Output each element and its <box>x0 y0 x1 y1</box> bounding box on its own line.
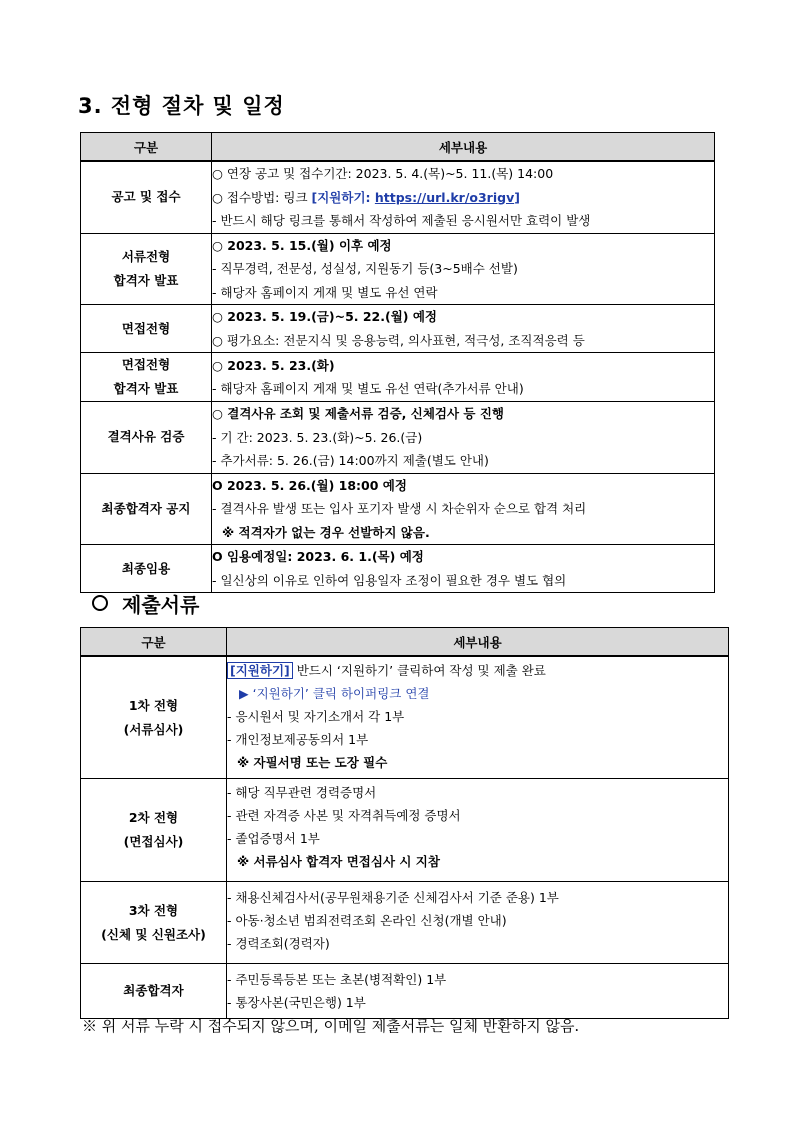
table-row <box>81 964 729 1019</box>
table-row <box>81 161 715 233</box>
detail-line <box>212 186 714 210</box>
row-label-line: 2차 전형 <box>128 810 179 825</box>
row-label-line: 3차 전형 <box>128 902 179 918</box>
row-label-line: 합격자 발표 <box>113 272 179 288</box>
detail-line: - 해당자 홈페이지 게재 및 별도 유선 연락 <box>212 284 438 300</box>
schedule-table <box>80 132 715 593</box>
table-row <box>81 656 729 779</box>
row-details <box>212 353 715 402</box>
detail-line <box>227 659 728 682</box>
detail-line: - 해당 직무관련 경력증명서 <box>227 785 377 800</box>
row-details <box>227 656 729 779</box>
header-details: 세부내용 <box>212 133 715 162</box>
detail-line: - 졸업증명서 1부 <box>227 831 320 846</box>
docs-section-title-text: 제출서류 <box>122 593 200 617</box>
row-label <box>81 353 212 402</box>
detail-line: ○ 평가요소: 전문지식 및 응용능력, 의사표현, 적극성, 조직적응력 등 <box>212 332 585 348</box>
apply-link[interactable]: https://url.kr/o3rigv <box>374 189 515 205</box>
row-label: 최종합격자 <box>81 964 227 1019</box>
detail-line: - 응시원서 및 자기소개서 각 1부 <box>227 709 405 724</box>
detail-line: - 경력조회(경력자) <box>227 936 330 951</box>
triangle-right-icon: ▶ <box>239 686 249 701</box>
row-details <box>212 473 715 545</box>
row-details <box>212 161 715 233</box>
row-label-line: 면접전형 <box>121 357 171 372</box>
detail-line <box>227 682 728 705</box>
row-details <box>212 545 715 593</box>
row-label-line: (서류심사) <box>123 721 184 737</box>
row-details <box>212 305 715 353</box>
table-row <box>81 473 715 545</box>
table-row <box>81 402 715 474</box>
detail-line: - 일신상의 이유로 인하여 임용일자 조정이 필요한 경우 별도 협의 <box>212 572 567 588</box>
row-label-line: 서류전형 <box>121 248 171 264</box>
row-label: 결격사유 검증 <box>81 402 212 474</box>
detail-line: - 결격사유 발생 또는 입사 포기자 발생 시 차순위자 순으로 합격 처리 <box>212 501 587 516</box>
detail-line: O 2023. 5. 26.(월) 18:00 예정 <box>212 477 407 493</box>
row-label-line: (면접심사) <box>123 834 184 849</box>
row-details <box>212 402 715 474</box>
row-label-line: 1차 전형 <box>128 697 179 713</box>
detail-line: ※ 서류심사 합격자 면접심사 시 지참 <box>237 854 440 869</box>
detail-line: ※ 적격자가 없는 경우 선발하지 않음. <box>222 524 430 540</box>
footer-note: ※ 위 서류 누락 시 접수되지 않으며, 이메일 제출서류는 일체 반환하지 않음. <box>82 1017 580 1035</box>
detail-line: - 아동·청소년 범죄전력조회 온라인 신청(개별 안내) <box>227 913 507 928</box>
detail-line: - 주민등록등본 또는 초본(병적확인) 1부 <box>227 972 447 987</box>
table-header-row <box>81 628 729 657</box>
header-category: 구분 <box>81 628 227 657</box>
documents-table <box>80 627 729 1019</box>
section-title: 3. 전형 절차 및 일정 <box>78 94 285 118</box>
detail-line: ○ 2023. 5. 19.(금)~5. 22.(월) 예정 <box>212 309 438 324</box>
detail-line: - 직무경력, 전문성, 성실성, 지원동기 등(3~5배수 선발) <box>212 261 518 276</box>
table-row <box>81 545 715 593</box>
detail-text: ‘지원하기’ 클릭 하이퍼링크 연결 <box>252 686 430 701</box>
detail-line: - 반드시 해당 링크를 통해서 작성하여 제출된 응시원서만 효력이 발생 <box>212 213 591 228</box>
row-details <box>212 233 715 305</box>
detail-text: ○ 접수방법: 링크 <box>212 189 312 205</box>
detail-line: - 기 간: 2023. 5. 23.(화)~5. 26.(금) <box>212 429 423 445</box>
row-label: 최종임용 <box>81 545 212 593</box>
detail-line: ○ 2023. 5. 23.(화) <box>212 357 335 373</box>
row-label <box>81 779 227 882</box>
table-row <box>81 233 715 305</box>
table-row <box>81 305 715 353</box>
table-row <box>81 882 729 964</box>
row-label: 면접전형 <box>81 305 212 353</box>
apply-link[interactable]: [지원하기] <box>227 662 293 679</box>
row-label <box>81 882 227 964</box>
header-category: 구분 <box>81 133 212 162</box>
detail-line: ○ 결격사유 조회 및 제출서류 검증, 신체검사 등 진행 <box>212 406 504 421</box>
row-details <box>227 882 729 964</box>
apply-close: ] <box>514 189 520 205</box>
row-label: 공고 및 접수 <box>81 161 212 233</box>
circle-bullet-icon <box>92 595 108 611</box>
detail-line: - 추가서류: 5. 26.(금) 14:00까지 제출(별도 안내) <box>212 453 489 468</box>
detail-line: - 채용신체검사서(공무원채용기준 신체검사서 기준 준용) 1부 <box>227 890 559 905</box>
row-label <box>81 656 227 779</box>
row-label-line: (신체 및 신원조사) <box>101 926 206 942</box>
apply-label: [지원하기: <box>311 189 375 205</box>
table-header-row <box>81 133 715 162</box>
detail-line: - 통장사본(국민은행) 1부 <box>227 995 366 1010</box>
row-label <box>81 233 212 305</box>
docs-section-title <box>92 589 199 618</box>
table-row <box>81 353 715 402</box>
detail-line: ○ 2023. 5. 15.(월) 이후 예정 <box>212 237 392 253</box>
detail-line: ※ 자필서명 또는 도장 필수 <box>237 755 388 770</box>
detail-text: 반드시 ‘지원하기’ 클릭하여 작성 및 제출 완료 <box>292 663 546 678</box>
table-row <box>81 779 729 882</box>
detail-line: - 해당자 홈페이지 게재 및 별도 유선 연락(추가서류 안내) <box>212 381 524 396</box>
row-label: 최종합격자 공지 <box>81 473 212 545</box>
header-details: 세부내용 <box>227 628 729 657</box>
detail-line: - 개인정보제공동의서 1부 <box>227 732 369 747</box>
detail-line: ○ 연장 공고 및 접수기간: 2023. 5. 4.(목)~5. 11.(목) 14:00 <box>212 166 554 181</box>
detail-line: O 임용예정일: 2023. 6. 1.(목) 예정 <box>212 549 424 564</box>
detail-line: - 관련 자격증 사본 및 자격취득예정 증명서 <box>227 808 461 823</box>
row-label-line: 합격자 발표 <box>113 381 179 396</box>
row-details <box>227 964 729 1019</box>
row-details <box>227 779 729 882</box>
